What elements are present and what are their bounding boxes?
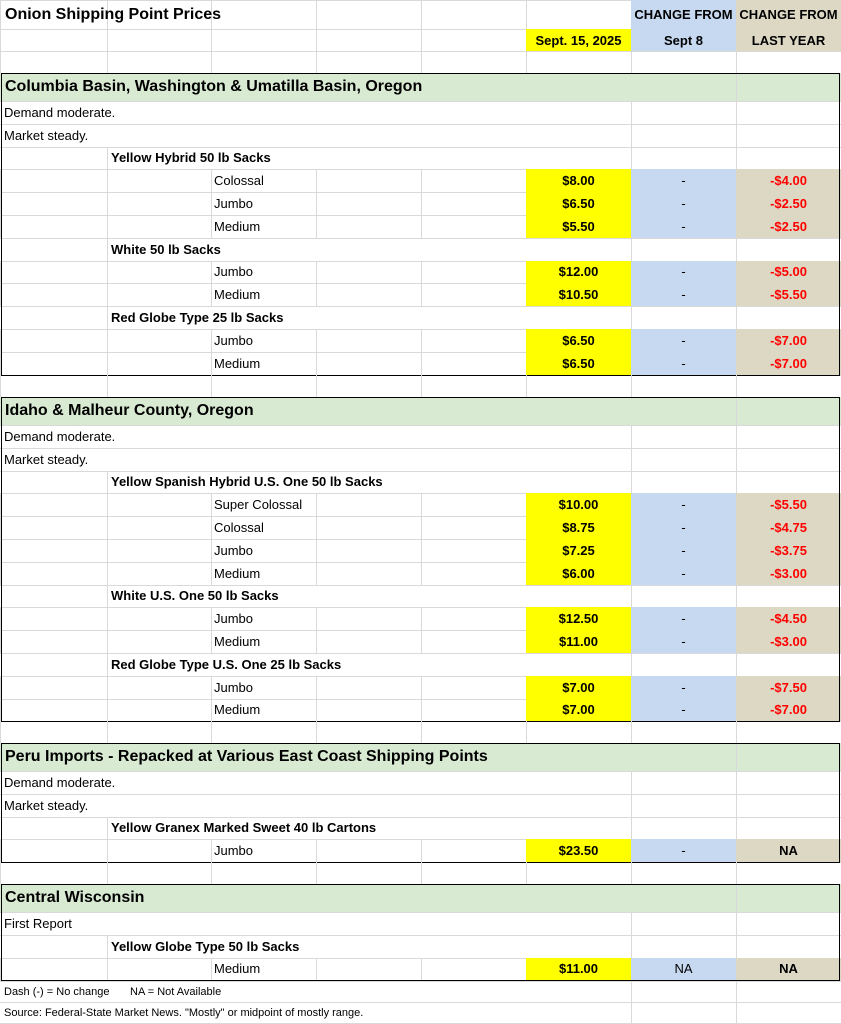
change-week-cell: - <box>631 539 736 562</box>
grid-line <box>316 493 317 516</box>
grid-line <box>316 721 317 743</box>
change-week-cell: - <box>631 169 736 192</box>
product-group-label: Red Globe Type U.S. One 25 lb Sacks <box>111 656 342 672</box>
grid-line <box>421 169 422 192</box>
grid-line <box>421 493 422 516</box>
grid-line <box>736 425 737 448</box>
grid-line <box>736 375 737 397</box>
change-year-cell: -$3.00 <box>736 630 841 653</box>
change-week-cell: - <box>631 493 736 516</box>
change-week-cell: - <box>631 329 736 352</box>
grid-line <box>421 607 422 630</box>
grid-line <box>631 147 632 170</box>
grid-line <box>107 352 108 375</box>
grid-line <box>736 238 737 261</box>
change-year-cell: -$7.00 <box>736 699 841 722</box>
price-cell: $11.00 <box>526 630 631 653</box>
change-year-cell: -$5.50 <box>736 493 841 516</box>
size-label: Jumbo <box>214 611 254 627</box>
region-header-fill <box>736 73 841 101</box>
change-week-cell: - <box>631 839 736 862</box>
grid-line <box>0 607 1 630</box>
grid-line <box>421 721 422 743</box>
change-year-cell: -$7.50 <box>736 676 841 699</box>
grid-line <box>631 306 632 329</box>
grid-line <box>316 839 317 862</box>
grid-line <box>631 862 632 884</box>
grid-line <box>316 862 317 884</box>
grid-line <box>736 397 737 425</box>
grid-line <box>0 839 1 862</box>
market-note: First Report <box>4 915 72 931</box>
price-cell: $23.50 <box>526 839 631 862</box>
grid-line <box>631 794 632 817</box>
change-week-cell: - <box>631 215 736 238</box>
region-header-fill <box>736 743 841 771</box>
product-group-label: Yellow Spanish Hybrid U.S. One 50 lb Sacks <box>111 474 383 490</box>
grid-line <box>107 493 108 516</box>
grid-line <box>316 283 317 306</box>
change-week-cell: - <box>631 676 736 699</box>
grid-line <box>736 306 737 329</box>
grid-line <box>631 721 632 743</box>
size-label: Jumbo <box>214 332 254 348</box>
change-year-cell: -$7.00 <box>736 352 841 375</box>
region-title: Central Wisconsin <box>0 884 736 912</box>
grid-line <box>736 884 737 912</box>
grid-line <box>421 958 422 981</box>
change-week-header-line1: CHANGE FROM <box>631 0 736 29</box>
size-label: Medium <box>214 218 261 234</box>
grid-line <box>736 817 737 840</box>
change-year-header-line1: CHANGE FROM <box>736 0 841 29</box>
grid-line <box>736 471 737 494</box>
grid-line <box>316 261 317 284</box>
size-label: Medium <box>214 565 261 581</box>
grid-line <box>0 958 1 981</box>
grid-line <box>421 283 422 306</box>
change-week-cell: - <box>631 516 736 539</box>
size-label: Medium <box>214 287 261 303</box>
price-cell: $12.00 <box>526 261 631 284</box>
grid-line <box>631 448 632 471</box>
grid-line <box>107 862 108 884</box>
change-week-cell: - <box>631 352 736 375</box>
region-title: Peru Imports - Repacked at Various East Coast Shipping Points <box>0 743 736 771</box>
grid-line <box>107 169 108 192</box>
grid-line <box>736 743 737 771</box>
market-note: Market steady. <box>4 797 89 813</box>
change-year-cell: -$5.50 <box>736 283 841 306</box>
grid-line <box>0 261 1 284</box>
grid-line <box>107 676 108 699</box>
grid-line <box>526 862 527 884</box>
market-note: Market steady. <box>4 451 89 467</box>
grid-line <box>736 794 737 817</box>
change-week-cell: - <box>631 607 736 630</box>
change-week-cell: - <box>631 699 736 722</box>
change-year-cell: -$3.75 <box>736 539 841 562</box>
grid-line <box>0 215 1 238</box>
size-label: Jumbo <box>214 679 254 695</box>
product-group-label: Yellow Globe Type 50 lb Sacks <box>111 938 300 954</box>
grid-line <box>421 261 422 284</box>
grid-line <box>107 699 108 722</box>
change-year-cell: -$4.00 <box>736 169 841 192</box>
grid-line <box>0 329 1 352</box>
region-header-fill <box>736 397 841 425</box>
grid-line <box>107 721 108 743</box>
grid-line <box>316 329 317 352</box>
change-year-cell: -$4.75 <box>736 516 841 539</box>
price-cell: $7.25 <box>526 539 631 562</box>
market-note: Demand moderate. <box>4 774 116 790</box>
size-label: Jumbo <box>214 264 254 280</box>
market-note: Demand moderate. <box>4 104 116 120</box>
price-cell: $8.75 <box>526 516 631 539</box>
change-year-cell: -$5.00 <box>736 261 841 284</box>
product-group-label: Yellow Granex Marked Sweet 40 lb Cartons <box>111 820 377 836</box>
grid-line <box>631 238 632 261</box>
grid-line <box>0 862 1 884</box>
page-title: Onion Shipping Point Prices <box>5 5 222 23</box>
grid-line <box>316 0 317 73</box>
grid-line <box>736 771 737 794</box>
grid-line <box>421 562 422 585</box>
grid-line <box>0 676 1 699</box>
grid-line <box>421 352 422 375</box>
region-title: Columbia Basin, Washington & Umatilla Basin, Oregon <box>0 73 736 101</box>
grid-line <box>631 935 632 958</box>
grid-line <box>631 912 632 935</box>
grid-line <box>736 73 737 101</box>
grid-line <box>631 471 632 494</box>
grid-line <box>421 630 422 653</box>
change-year-header-line2: LAST YEAR <box>736 29 841 51</box>
size-label: Super Colossal <box>214 497 303 513</box>
source-note: Source: Federal-State Market News. "Mostly" or midpoint of mostly range. <box>4 1006 364 1019</box>
grid-line <box>211 862 212 884</box>
grid-line <box>736 981 737 1023</box>
product-group-label: Yellow Hybrid 50 lb Sacks <box>111 150 271 166</box>
grid-line <box>631 375 632 397</box>
grid-line <box>0 721 1 743</box>
grid-line <box>107 607 108 630</box>
change-year-cell: -$7.00 <box>736 329 841 352</box>
grid-line <box>316 607 317 630</box>
legend-dash: Dash (-) = No change <box>4 985 110 998</box>
grid-line <box>631 653 632 676</box>
grid-line <box>107 329 108 352</box>
size-label: Jumbo <box>214 542 254 558</box>
change-week-cell: - <box>631 283 736 306</box>
grid-line <box>0 192 1 215</box>
price-cell: $6.50 <box>526 329 631 352</box>
grid-line <box>631 425 632 448</box>
grid-line <box>736 721 737 743</box>
grid-line <box>107 375 108 397</box>
grid-line <box>107 958 108 981</box>
grid-line <box>421 539 422 562</box>
size-label: Medium <box>214 355 261 371</box>
grid-line <box>0 539 1 562</box>
grid-line <box>0 699 1 722</box>
price-cell: $10.50 <box>526 283 631 306</box>
grid-line <box>316 630 317 653</box>
grid-line <box>736 147 737 170</box>
price-cell: $11.00 <box>526 958 631 981</box>
grid-line <box>107 839 108 862</box>
change-year-cell: -$2.50 <box>736 215 841 238</box>
grid-line <box>316 516 317 539</box>
price-cell: $7.00 <box>526 699 631 722</box>
grid-line <box>631 771 632 794</box>
grid-line <box>736 101 737 124</box>
grid-line <box>0 352 1 375</box>
grid-line <box>107 192 108 215</box>
grid-line <box>736 862 737 884</box>
size-label: Jumbo <box>214 196 254 212</box>
grid-line <box>631 585 632 608</box>
grid-line <box>0 562 1 585</box>
grid-line <box>421 839 422 862</box>
grid-line <box>736 653 737 676</box>
grid-line <box>736 935 737 958</box>
grid-line <box>211 375 212 397</box>
grid-line <box>421 0 422 73</box>
grid-line <box>631 124 632 147</box>
grid-line <box>421 699 422 722</box>
grid-line <box>0 375 1 397</box>
product-group-label: White U.S. One 50 lb Sacks <box>111 588 279 604</box>
price-cell: $7.00 <box>526 676 631 699</box>
grid-line <box>0 169 1 192</box>
grid-line <box>421 676 422 699</box>
size-label: Colossal <box>214 520 264 536</box>
region-title: Idaho & Malheur County, Oregon <box>0 397 736 425</box>
grid-line <box>631 817 632 840</box>
grid-line <box>316 562 317 585</box>
product-group-label: White 50 lb Sacks <box>111 241 221 257</box>
grid-line <box>107 630 108 653</box>
change-week-cell: - <box>631 261 736 284</box>
grid-line <box>736 124 737 147</box>
grid-line <box>316 699 317 722</box>
price-cell: $8.00 <box>526 169 631 192</box>
grid-line <box>421 215 422 238</box>
grid-line <box>316 958 317 981</box>
date-header: Sept. 15, 2025 <box>526 29 631 51</box>
grid-line <box>316 169 317 192</box>
change-week-cell: - <box>631 630 736 653</box>
legend-na: NA = Not Available <box>130 985 222 998</box>
grid-line <box>631 101 632 124</box>
change-year-cell: NA <box>736 958 841 981</box>
grid-line <box>736 448 737 471</box>
change-week-cell: - <box>631 192 736 215</box>
grid-line <box>0 493 1 516</box>
grid-line <box>631 981 632 1023</box>
grid-line <box>0 283 1 306</box>
region-header-fill <box>736 884 841 912</box>
change-year-cell: -$2.50 <box>736 192 841 215</box>
grid-line <box>0 516 1 539</box>
size-label: Medium <box>214 961 261 977</box>
price-cell: $6.50 <box>526 352 631 375</box>
market-note: Market steady. <box>4 127 89 143</box>
grid-line <box>421 516 422 539</box>
grid-line <box>316 215 317 238</box>
grid-line <box>526 375 527 397</box>
price-cell: $12.50 <box>526 607 631 630</box>
grid-line <box>316 192 317 215</box>
grid-line <box>421 862 422 884</box>
change-year-cell: -$4.50 <box>736 607 841 630</box>
grid-line <box>107 261 108 284</box>
change-week-cell: - <box>631 562 736 585</box>
size-label: Jumbo <box>214 843 254 859</box>
grid-line <box>107 562 108 585</box>
grid-line <box>526 721 527 743</box>
grid-line <box>107 215 108 238</box>
grid-line <box>107 539 108 562</box>
change-week-cell: NA <box>631 958 736 981</box>
grid-line <box>421 329 422 352</box>
market-note: Demand moderate. <box>4 428 116 444</box>
grid-line <box>421 192 422 215</box>
price-cell: $5.50 <box>526 215 631 238</box>
size-label: Medium <box>214 634 261 650</box>
grid-line <box>736 912 737 935</box>
grid-line <box>107 283 108 306</box>
grid-line <box>107 516 108 539</box>
size-label: Colossal <box>214 173 264 189</box>
price-cell: $6.00 <box>526 562 631 585</box>
grid-line <box>316 676 317 699</box>
size-label: Medium <box>214 702 261 718</box>
price-cell: $6.50 <box>526 192 631 215</box>
change-week-header-line2: Sept 8 <box>631 29 736 51</box>
grid-line <box>316 375 317 397</box>
change-year-cell: -$3.00 <box>736 562 841 585</box>
grid-line <box>211 721 212 743</box>
price-cell: $10.00 <box>526 493 631 516</box>
grid-line <box>316 539 317 562</box>
grid-line <box>421 375 422 397</box>
change-year-cell: NA <box>736 839 841 862</box>
grid-line <box>316 352 317 375</box>
product-group-label: Red Globe Type 25 lb Sacks <box>111 310 284 326</box>
grid-line <box>0 630 1 653</box>
grid-line <box>736 585 737 608</box>
